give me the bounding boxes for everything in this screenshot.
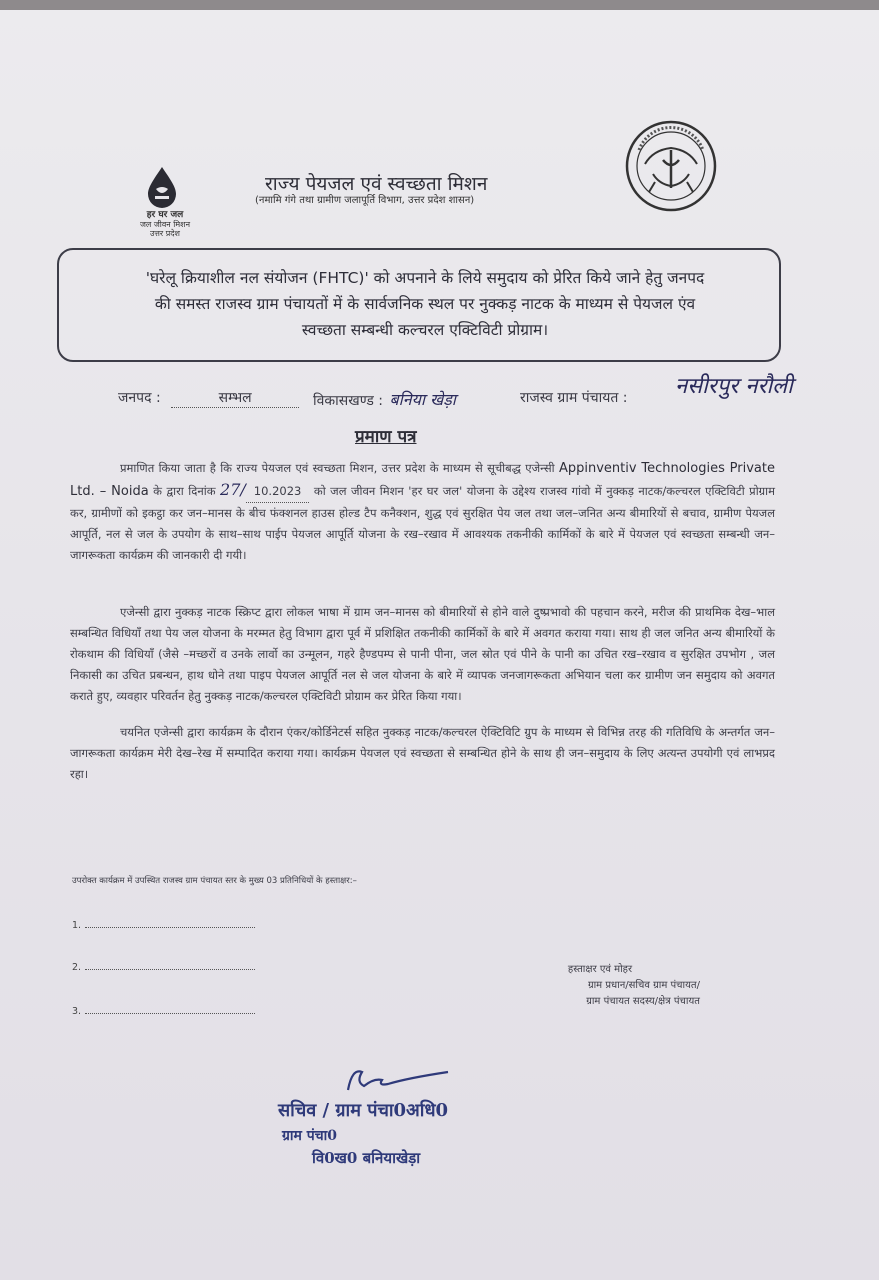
stamp-line3: वि0ख0 बनियाखेड़ा	[312, 1149, 421, 1167]
panchayat-value: नसीरपुर नरौली	[675, 374, 793, 399]
official-stamp	[270, 1060, 510, 1170]
agency-name: Appinventiv Technologies Private Ltd. – Noida	[70, 461, 775, 499]
logo-sub2: उत्तर प्रदेश	[150, 229, 180, 238]
signature-line3: ग्राम पंचायत सदस्य/क्षेत्र पंचायत	[586, 996, 700, 1007]
header-subtitle: (नमामि गंगे तथा ग्रामीण जलापूर्ति विभाग, उत्तर प्रदेश शासन)	[255, 195, 475, 206]
witness-line-2: 2.	[72, 962, 255, 973]
date-value: 10.2023	[246, 481, 310, 503]
header-title: राज्य पेयजल एवं स्वच्छता मिशन	[265, 173, 488, 195]
jal-jeevan-mission-logo	[130, 165, 200, 240]
paragraph-2	[70, 602, 775, 707]
program-title-line3: स्वच्छता सम्बन्धी कल्चरल एक्टिविटी प्रोग्राम।	[301, 321, 549, 339]
district-label: जनपद :	[118, 390, 161, 406]
witness-line-3: 3.	[72, 1006, 255, 1017]
date-handwritten: 27/	[220, 480, 246, 499]
signature-block	[500, 962, 700, 1010]
p1-body: को जल जीवन मिशन 'हर घर जल' योजना के उद्देश्य राजस्व गांवो में नुक्कड़ नाटक/कल्चरल एक्टिविटी प्रोग्राम कर, ग्रामीणों को इकट्ठा कर जन–मानस के बीच फंक्शनल हाउस होल्ड टैप कनैक्शन, शुद्ध एवं सुरक्षित पेय जल तथा जल–जनित अन्य बीमारियों से बचाव, ग्रामीण पेयजल आपूर्ति, नल से जल के उपयोग के साथ–साथ पाईप पेयजल आपूर्ति योजना के रख–रखाव में आवश्यक तकनीकी कार्मिकों के बारे में पेयजल एवं स्वच्छता सम्बन्धी जन–जागरूकता कार्यक्रम की जानकारी दी गयी।	[70, 484, 776, 562]
p3-body: चयनित एजेन्सी द्वारा कार्यक्रम के दौरान एंकर/कोर्डिनेटर्स सहित नुक्कड़ नाटक/कल्चरल ऐक्टिविटि ग्रुप के माध्यम से विभिन्न तरह की गतिविधि के अन्तर्गत जन–जागरूकता कार्यक्रम मेरी देख–रेख में सम्पादित कराया गया। कार्यक्रम पेयजल एवं स्वच्छता से सम्बन्धित होने के साथ ही जन–समुदाय के लिए अत्यन्त उपयोगी एवं लाभप्रद रहा।	[70, 725, 775, 781]
p2-body: एजेन्सी द्वारा नुक्कड़ नाटक स्क्रिप्ट द्वारा लोकल भाषा में ग्राम जन–मानस को बीमारियों से होने वाले दुष्प्रभावो की पहचान करने, मरीज की प्राथमिक देख–भाल सम्बन्धित विधियाँ तथा पेय जल योजना के मरम्मत हेतु विभाग द्वारा पूर्व में प्रशिक्षित तकनीकी कार्मिकों के बारे में अवगत कराया गया। साथ ही जल जनित अन्य बीमारियों के रोकथाम की विधियाँ (जैसे –मच्छरों व उनके लार्वो का उन्मूलन, गहरे हैण्डपम्प से पानी पीना, जल स्रोत एवं पीने के पानी का उचित रख–रखाव व सुरक्षित उपभोग , जल निकासी का उचित प्रबन्धन, हाथ धोने तथा पाइप पेयजल आपूर्ति नल से जल योजना के बारे में व्यापक जनजागरूकता अभियान चला कर ग्रामीण जन समुदाय को अवगत कराते हुए, व्यवहार परिवर्तन हेतु नुक्कड़ नाटक/कल्चरल एक्टिविटी प्रोग्राम कर प्रेरित किया गया।	[70, 605, 775, 703]
program-title-line1: 'घरेलू क्रियाशील नल संयोजन (FHTC)' को अपनाने के लिये समुदाय को प्रेरित किये जाने हेतु जनपद	[145, 269, 705, 287]
witness-title: उपरोक्त कार्यक्रम में उपस्थित राजस्व ग्राम पंचायत स्तर के मुख्य 03 प्रतिनिधियों के हस्ताक्षर:–	[72, 876, 357, 886]
up-state-emblem-icon	[625, 120, 717, 212]
stamp-line2: ग्राम पंचा0	[282, 1128, 337, 1144]
handwritten-signature-icon	[340, 1060, 460, 1100]
signature-line2: ग्राम प्रधान/सचिव ग्राम पंचायत/	[587, 980, 700, 991]
panchayat-field	[520, 388, 628, 407]
panchayat-label: राजस्व ग्राम पंचायत :	[520, 390, 628, 406]
block-field	[313, 388, 456, 410]
district-field	[118, 388, 299, 408]
district-value: सम्भल	[218, 390, 252, 406]
stamp-line1: सचिव / ग्राम पंचा0अधि0	[278, 1100, 449, 1121]
logo-sub1: जल जीवन मिशन	[139, 220, 191, 229]
block-value: बनिया खेड़ा	[389, 390, 456, 409]
program-title-line2: की समस्त राजस्व ग्राम पंचायतों में के सार्वजनिक स्थल पर नुक्कड़ नाटक के माध्यम से पेयजल एंव	[154, 295, 696, 313]
p1-date-prefix: के द्वारा दिनांक	[153, 484, 216, 498]
water-drop-icon	[144, 165, 180, 209]
signature-line1: हस्ताक्षर एवं मोहर	[567, 964, 633, 975]
certificate-title: प्रमाण पत्र	[355, 427, 417, 447]
paragraph-3	[70, 722, 775, 785]
p1-intro: प्रमाणित किया जाता है कि राज्य पेयजल एवं स्वच्छता मिशन, उत्तर प्रदेश के माध्यम से सूचीबद्ध एजेन्सी	[120, 461, 555, 475]
logo-text: हर घर जल	[146, 210, 184, 220]
witness-line-1: 1.	[72, 920, 255, 931]
block-label: विकासखण्ड :	[313, 393, 384, 409]
paragraph-1	[70, 458, 775, 566]
program-title	[75, 265, 775, 343]
